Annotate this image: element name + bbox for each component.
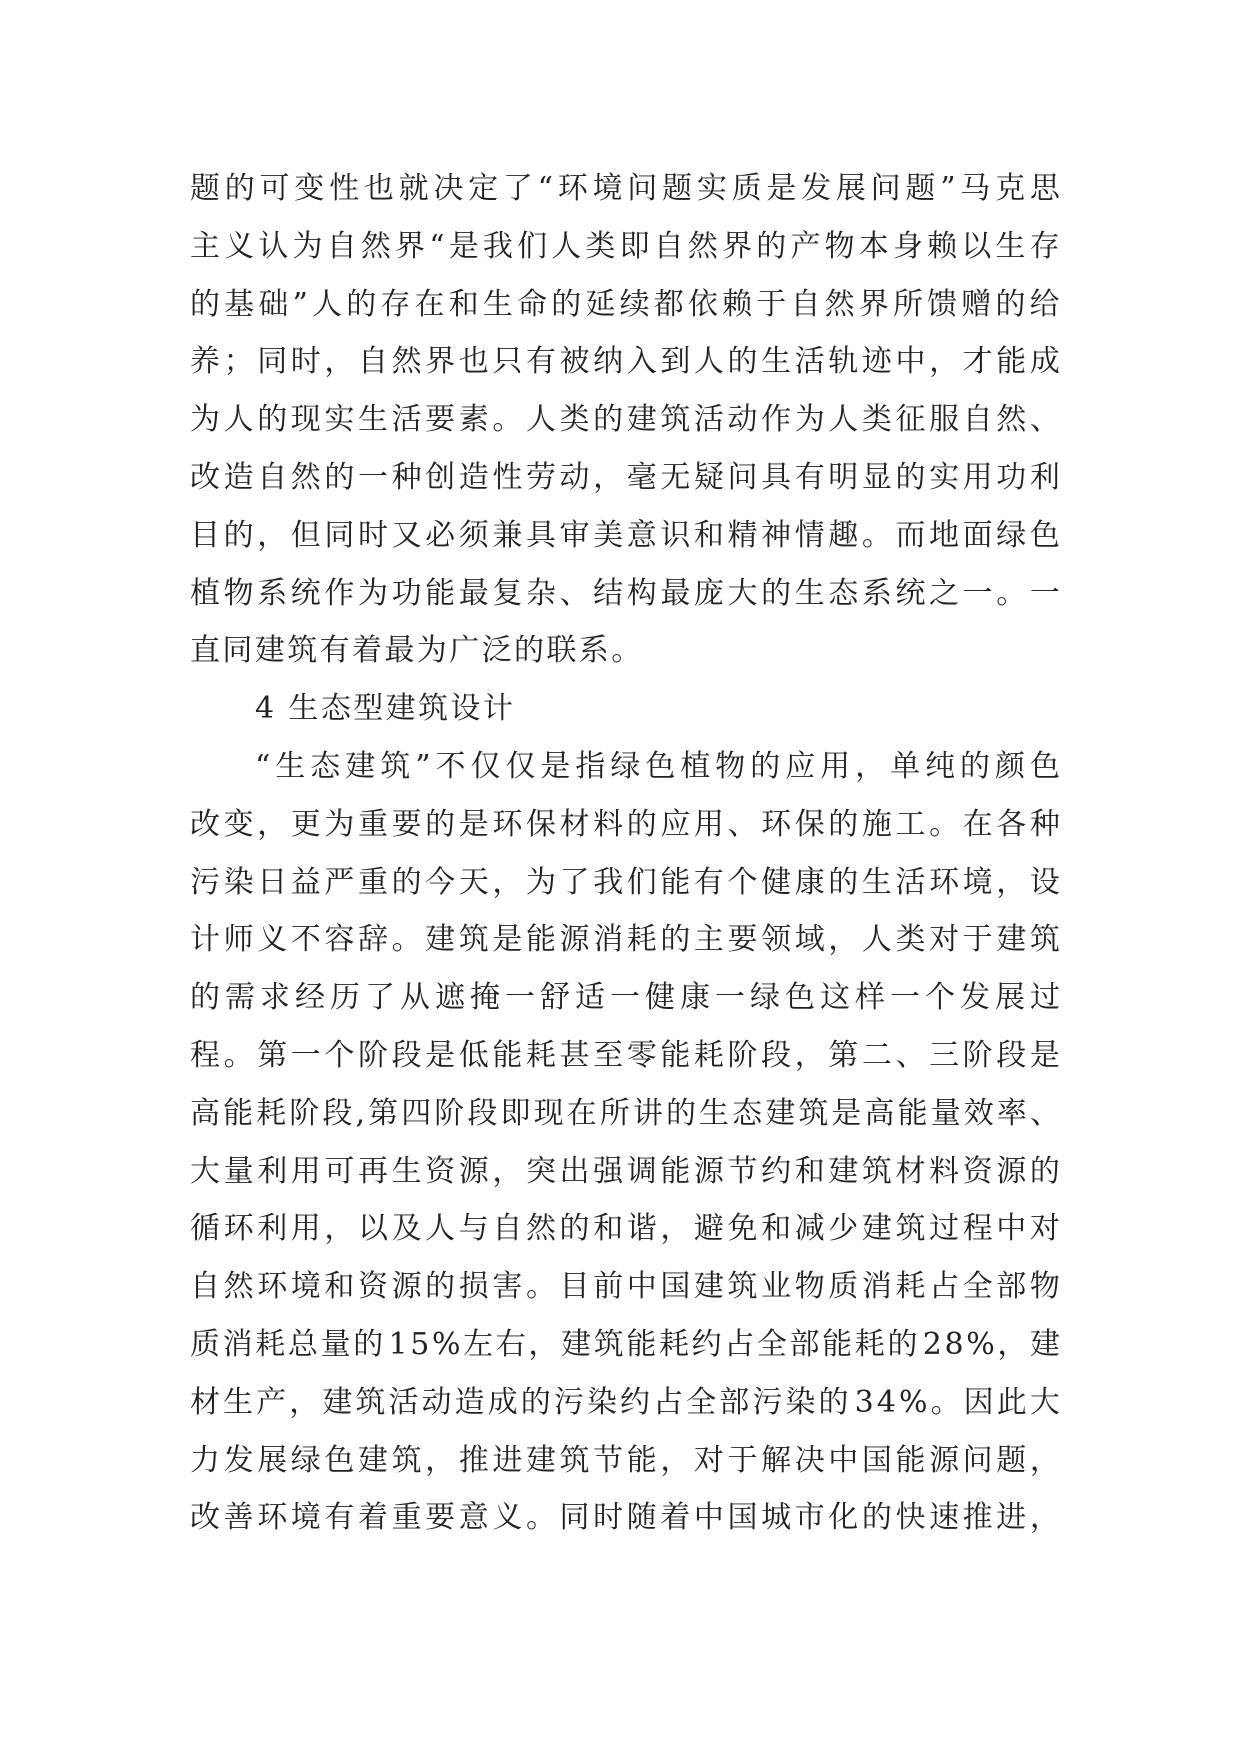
- text-line: 大 量 利 用 可 再 生 资 源 ， 突 出 强 调 能 源 节 约 和 建 筑 材 料 资 源 的: [190, 1153, 1060, 1189]
- text-line: 题 的 可 变 性 也 就 决 定 了 “ 环 境 问 题 实 质 是 发 展 问 题 ” 马 克 思: [190, 171, 1060, 206]
- text-line: 的 基 础 ” 人 的 存 在 和 生 命 的 延 续 都 依 赖 于 自 然 界 所 馈 赠 的 给: [190, 286, 1060, 322]
- text-line: 自 然 环 境 和 资 源 的 损 害 。 目 前 中 国 建 筑 业 物 质 消 耗 占 全 部 物: [190, 1269, 1060, 1305]
- text-line: 污 染 日 益 严 重 的 今 天 ， 为 了 我 们 能 有 个 健 康 的 生 活 环 境 ， 设: [190, 864, 1060, 900]
- text-line: 循 环 利 用 ， 以 及 人 与 自 然 的 和 谐 ， 避 免 和 减 少 建 筑 过 程 中 对: [190, 1211, 1060, 1247]
- text-line: 改 造 自 然 的 一 种 创 造 性 劳 动 ， 毫 无 疑 问 具 有 明 显 的 实 用 功 利: [190, 459, 1060, 495]
- text-line: 改 善 环 境 有 着 重 要 意 义 。 同 时 随 着 中 国 城 市 化 的 快 速 推 进 ，: [190, 1500, 1060, 1536]
- text-line: 计 师 义 不 容 辞 。 建 筑 是 能 源 消 耗 的 主 要 领 域 ， 人 类 对 于 建 筑: [190, 922, 1060, 958]
- text-line: “ 生 态 建 筑 ” 不 仅 仅 是 指 绿 色 植 物 的 应 用 ， 单 纯 的 颜 色: [255, 748, 1060, 784]
- text-line: 目 的 ， 但 同 时 又 必 须 兼 具 审 美 意 识 和 精 神 情 趣 。 而 地 面 绿 色: [190, 517, 1060, 553]
- text-line: 的 需 求 经 历 了 从 遮 掩 一 舒 适 一 健 康 一 绿 色 这 样 一 个 发 展 过: [190, 980, 1060, 1016]
- text-line: 为 人 的 现 实 生 活 要 素 。 人 类 的 建 筑 活 动 作 为 人 类 征 服 自 然 、: [190, 402, 1060, 438]
- text-line: 高 能 耗 阶 段 , 第 四 阶 段 即 现 在 所 讲 的 生 态 建 筑 是 高 能 量 效 率 、: [190, 1095, 1060, 1131]
- text-line: 质 消 耗 总 量 的 1 5 % 左 右 ， 建 筑 能 耗 约 占 全 部 能 耗 的 2 8 % ， 建: [190, 1326, 1060, 1362]
- text-line: 主 义 认 为 自 然 界 “ 是 我 们 人 类 即 自 然 界 的 产 物 本 身 赖 以 生 存: [190, 228, 1060, 264]
- text-line: 直同建筑有着最为广泛的联系。: [190, 633, 644, 669]
- text-line: 养 ； 同 时 ， 自 然 界 也 只 有 被 纳 入 到 人 的 生 活 轨 迹 中 ， 才 能 成: [190, 344, 1060, 380]
- text-line: 力 发 展 绿 色 建 筑 ， 推 进 建 筑 节 能 ， 对 于 解 决 中 国 能 源 问 题 ，: [190, 1442, 1060, 1478]
- text-line: 材 生 产 ， 建 筑 活 动 造 成 的 污 染 约 占 全 部 污 染 的 3 4 % 。 因 此 大: [190, 1384, 1060, 1420]
- text-line: 植 物 系 统 作 为 功 能 最 复 杂 、 结 构 最 庞 大 的 生 态 系 统 之 一 。 一: [190, 575, 1060, 611]
- document-body: [190, 160, 1060, 1547]
- section-heading: 4 生态型建筑设计: [255, 691, 516, 727]
- text-line: 程 。 第 一 个 阶 段 是 低 能 耗 甚 至 零 能 耗 阶 段 ， 第 二 、 三 阶 段 是: [190, 1037, 1060, 1073]
- text-line: 改 变 ， 更 为 重 要 的 是 环 保 材 料 的 应 用 、 环 保 的 施 工 。 在 各 种: [190, 806, 1060, 842]
